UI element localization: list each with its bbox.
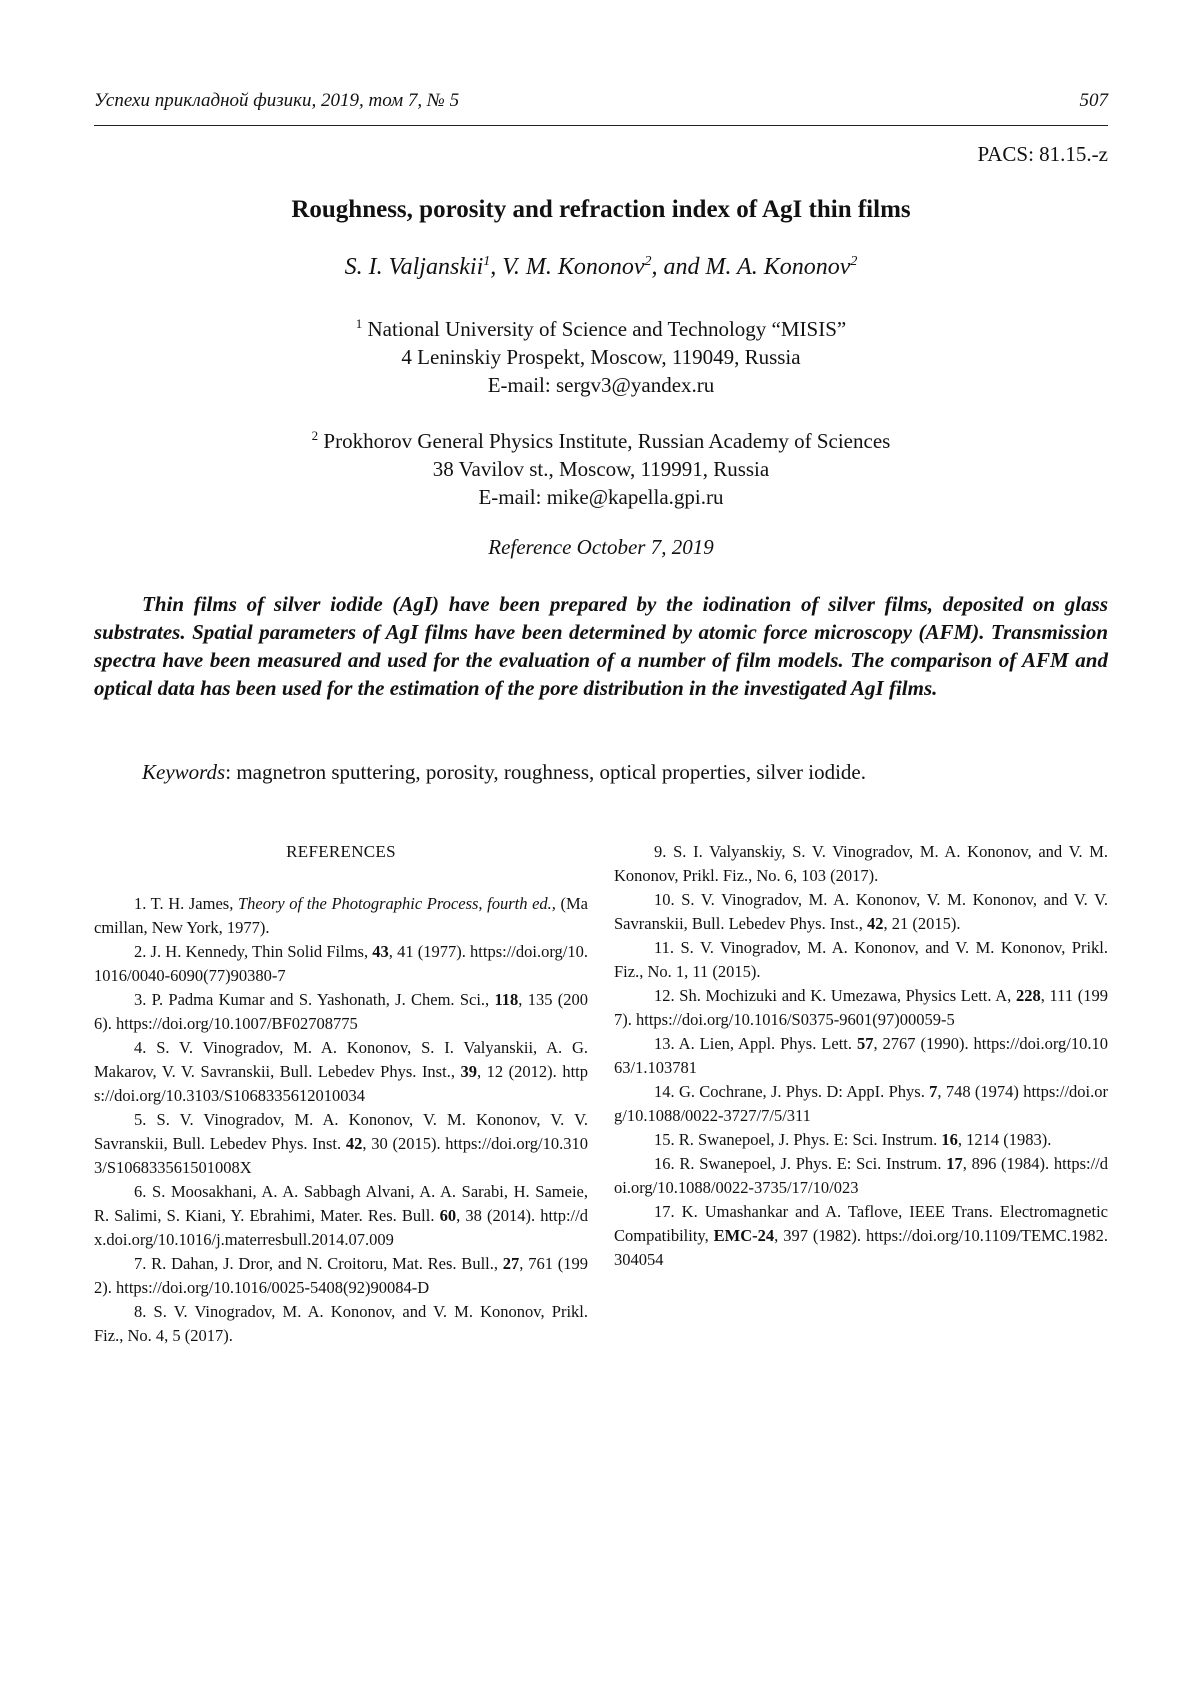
reference-part-a: 1. T. H. James,: [134, 894, 238, 913]
reference-part-c: , 397 (1982). https://doi.org/10.1109/TEMC.1982.304054: [614, 1226, 1108, 1269]
keywords-label: Keywords: [142, 760, 225, 784]
reference-part-a: 13. A. Lien, Appl. Phys. Lett.: [654, 1034, 857, 1053]
author-list: [94, 254, 1108, 281]
references-column-right: [614, 840, 1108, 1272]
reference-part-a: 15. R. Swanepoel, J. Phys. E: Sci. Instrum.: [654, 1130, 941, 1149]
reference-entry: [614, 936, 1108, 984]
author-affil-mark: 2: [850, 254, 857, 269]
references-heading: REFERENCES: [94, 840, 588, 864]
author-affil-mark: 1: [483, 254, 490, 269]
keywords: [94, 758, 1108, 786]
affil-institution: National University of Science and Technology “MISIS”: [368, 317, 847, 341]
reference-part-a: 2. J. H. Kennedy, Thin Solid Films,: [134, 942, 372, 961]
author-separator: , and: [651, 254, 705, 280]
reference-part-c: , 21 (2015).: [883, 914, 960, 933]
affiliation-1: [94, 310, 1108, 399]
reference-part-c: , 761 (1992). https://doi.org/10.1016/0025-5408(92)90084-D: [94, 1254, 588, 1297]
reference-part-c: , 111 (1997). https://doi.org/10.1016/S0375-9601(97)00059-5: [614, 986, 1108, 1029]
reference-part-a: 10. S. V. Vinogradov, M. A. Kononov, V. M. Kononov, and V. V. Savranskii, Bull. Lebedev Phys. Inst.,: [614, 890, 1108, 933]
keywords-text: : magnetron sputtering, porosity, roughness, optical properties, silver iodide.: [225, 760, 866, 784]
author-name: V. M. Kononov: [502, 254, 644, 280]
reference-entry: [614, 1032, 1108, 1080]
reference-entry: [614, 888, 1108, 936]
pacs-code: PACS: 81.15.-z: [977, 142, 1108, 167]
reference-entry: [94, 1180, 588, 1252]
affil-number: 2: [312, 428, 319, 443]
reference-part-b: 17: [946, 1154, 963, 1173]
reference-part-b: 39: [460, 1062, 477, 1081]
reference-part-i: Theory of the Photographic Process, fourth ed.,: [238, 894, 556, 913]
reference-part-c: , 1214 (1983).: [958, 1130, 1052, 1149]
affiliation-2: [94, 422, 1108, 511]
reference-part-a: 17. K. Umashankar and A. Taflove, IEEE Trans. Electromagnetic Compatibility,: [614, 1202, 1108, 1245]
reference-part-c: , 748 (1974) https://doi.org/10.1088/0022-3727/7/5/311: [614, 1082, 1108, 1125]
page-number: 507: [1080, 90, 1109, 112]
affil-email: E-mail: mike@kapella.gpi.ru: [94, 483, 1108, 511]
reference-part-a: 4. S. V. Vinogradov, M. A. Kononov, S. I. Valyanskii, A. G. Makarov, V. V. Savranskii, Bull. Lebedev Phys. Inst.,: [94, 1038, 588, 1081]
reference-part-a: 5. S. V. Vinogradov, M. A. Kononov, V. M. Kononov, V. V. Savranskii, Bull. Lebedev Phys. Inst.: [94, 1110, 588, 1153]
reference-list-left: [94, 892, 588, 1348]
reference-part-a: 14. G. Cochrane, J. Phys. D: AppI. Phys.: [654, 1082, 929, 1101]
reference-part-a: 12. Sh. Mochizuki and K. Umezawa, Physics Lett. A,: [654, 986, 1016, 1005]
running-head: [94, 90, 1108, 112]
reference-part-c: (Macmillan, New York, 1977).: [94, 894, 588, 937]
reference-entry: [94, 1300, 588, 1348]
reference-part-c: , 12 (2012). https://doi.org/10.3103/S1068335612010034: [94, 1062, 588, 1105]
reference-part-b: 118: [494, 990, 518, 1009]
paper-title: Roughness, porosity and refraction index of AgI thin films: [94, 196, 1108, 224]
reference-part-b: 7: [929, 1082, 937, 1101]
reference-part-b: 228: [1016, 986, 1041, 1005]
affil-email: E-mail: sergv3@yandex.ru: [94, 371, 1108, 399]
reference-part-b: 42: [346, 1134, 363, 1153]
reference-entry: [94, 892, 588, 940]
reference-part-b: 60: [440, 1206, 457, 1225]
reference-part-c: , 38 (2014). http://dx.doi.org/10.1016/j.materresbull.2014.07.009: [94, 1206, 588, 1249]
reference-entry: [614, 1128, 1108, 1152]
reference-part-b: 16: [941, 1130, 958, 1149]
affil-institution: Prokhorov General Physics Institute, Russian Academy of Sciences: [323, 429, 890, 453]
abstract: Thin films of silver iodide (AgI) have been prepared by the iodination of silver films, deposited on glass substrates. Spatial parameters of AgI films have been determined by atomic force microscopy (AFM). Transmission spectra have been measured and used for the evaluation of a number of film models. The comparison of AFM and optical data has been used for the estimation of the pore distribution in the investigated AgI films.: [94, 590, 1108, 702]
reference-part-a: 11. S. V. Vinogradov, M. A. Kononov, and V. M. Kononov, Prikl. Fiz., No. 1, 11 (2015).: [614, 938, 1108, 981]
reference-entry: [614, 840, 1108, 888]
reference-part-b: 27: [503, 1254, 520, 1273]
reference-part-c: , 2767 (1990). https://doi.org/10.1063/1.103781: [614, 1034, 1108, 1077]
reference-part-c: , 135 (2006). https://doi.org/10.1007/BF02708775: [94, 990, 588, 1033]
references-column-left: [94, 840, 588, 1348]
journal-title: Успехи прикладной физики, 2019, том 7, № 5: [94, 90, 459, 112]
reference-entry: [94, 988, 588, 1036]
reference-part-b: 43: [372, 942, 389, 961]
reference-part-a: 8. S. V. Vinogradov, M. A. Kononov, and V. M. Kononov, Prikl. Fiz., No. 4, 5 (2017).: [94, 1302, 588, 1345]
author-affil-mark: 2: [644, 254, 651, 269]
reference-entry: [614, 984, 1108, 1032]
reference-entry: [94, 1036, 588, 1108]
paper-page: [0, 0, 1200, 1697]
author-name: M. A. Kononov: [705, 254, 850, 280]
reference-entry: [94, 1108, 588, 1180]
reference-list-right: [614, 840, 1108, 1272]
reference-part-a: 6. S. Moosakhani, A. A. Sabbagh Alvani, A. A. Sarabi, H. Sameie, R. Salimi, S. Kiani, Y. Ebrahimi, Mater. Res. Bull.: [94, 1182, 588, 1225]
reference-entry: [94, 940, 588, 988]
reference-part-b: 57: [857, 1034, 874, 1053]
reference-part-a: 3. P. Padma Kumar and S. Yashonath, J. Chem. Sci.,: [134, 990, 494, 1009]
affil-address: 38 Vavilov st., Moscow, 119991, Russia: [94, 455, 1108, 483]
reference-part-a: 16. R. Swanepoel, J. Phys. E: Sci. Instrum.: [654, 1154, 946, 1173]
reference-part-b: EMC-24: [714, 1226, 775, 1245]
reference-entry: [614, 1200, 1108, 1272]
reference-part-c: , 896 (1984). https://doi.org/10.1088/0022-3735/17/10/023: [614, 1154, 1108, 1197]
reference-part-b: 42: [867, 914, 884, 933]
reference-part-c: , 30 (2015). https://doi.org/10.3103/S106833561501008X: [94, 1134, 588, 1177]
author-separator: ,: [490, 254, 502, 280]
reference-part-c: , 41 (1977). https://doi.org/10.1016/0040-6090(77)90380-7: [94, 942, 588, 985]
reference-entry: [614, 1152, 1108, 1200]
author-name: S. I. Valjanskii: [345, 254, 484, 280]
reference-part-a: 7. R. Dahan, J. Dror, and N. Croitoru, Mat. Res. Bull.,: [134, 1254, 503, 1273]
received-date: Reference October 7, 2019: [94, 535, 1108, 560]
reference-entry: [614, 1080, 1108, 1128]
affil-address: 4 Leninskiy Prospekt, Moscow, 119049, Russia: [94, 343, 1108, 371]
header-rule: [94, 125, 1108, 126]
reference-entry: [94, 1252, 588, 1300]
reference-part-a: 9. S. I. Valyanskiy, S. V. Vinogradov, M. A. Kononov, and V. M. Kononov, Prikl. Fiz., No. 6, 103 (2017).: [614, 842, 1108, 885]
affil-number: 1: [356, 316, 363, 331]
